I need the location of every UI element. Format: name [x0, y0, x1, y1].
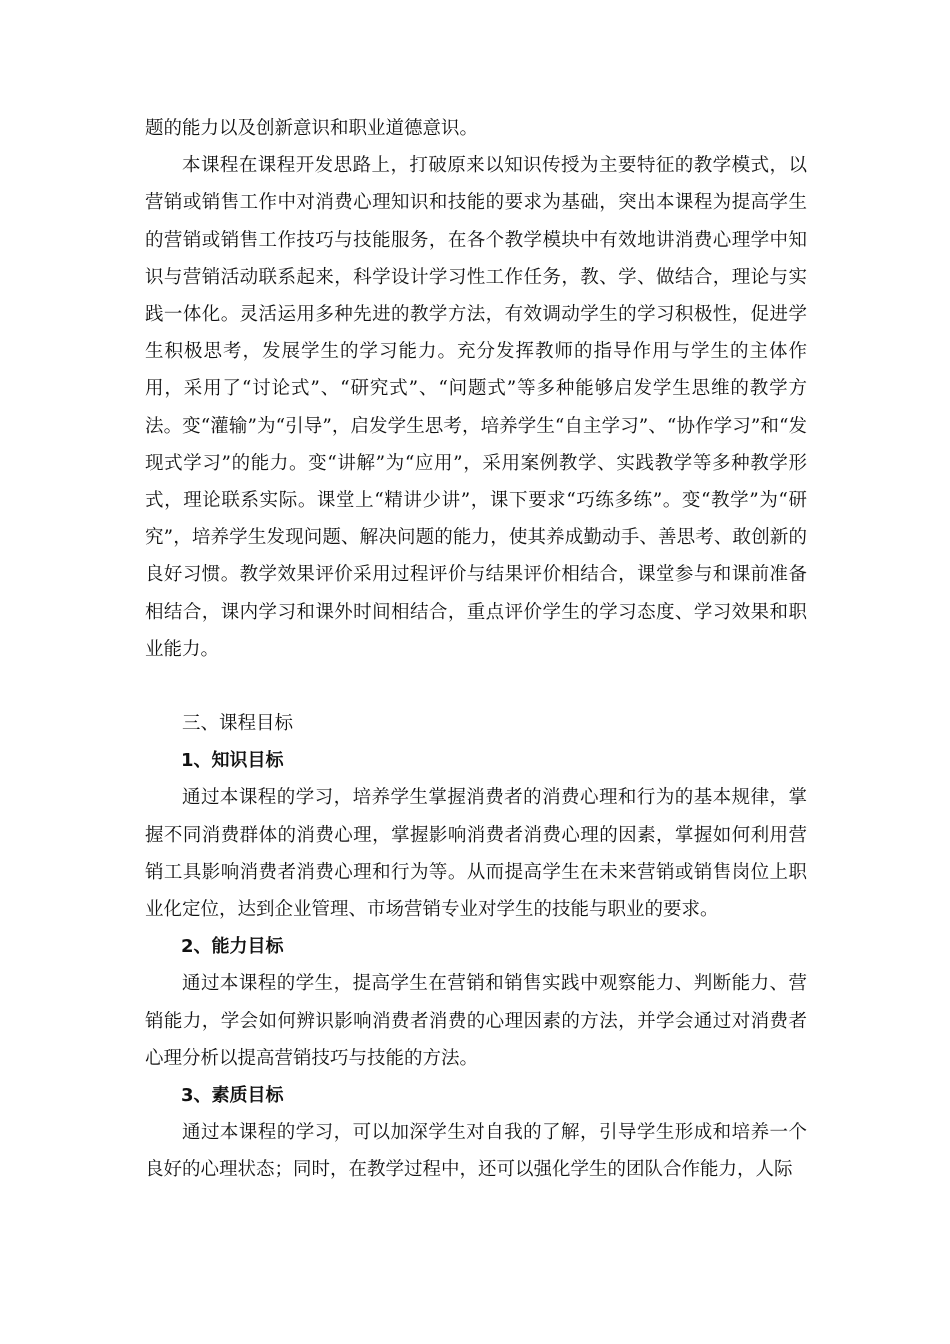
document-page — [145, 110, 807, 1189]
paragraph-quality-goal: 通过本课程的学习，可以加深学生对自我的了解，引导学生形成和培养一个良好的心理状态；同时，在教学过程中，还可以强化学生的团队合作能力，人际 — [145, 1122, 807, 1181]
subheading-quality-goal: 3、素质目标 — [181, 1085, 284, 1107]
section-title-course-goals: 三、课程目标 — [182, 713, 294, 735]
subheading-ability-goal: 2、能力目标 — [181, 936, 284, 958]
paragraph-knowledge-goal: 通过本课程的学习，培养学生掌握消费者的消费心理和行为的基本规律，掌握不同消费群体的消费心理，掌握影响消费者消费心理的因素，掌握如何利用营销工具影响消费者消费心理和行为等。从而提高学生在未来营销或销售岗位上职业化定位，达到企业管理、市场营销专业对学生的技能与职业的要求。 — [145, 787, 807, 921]
paragraph-continued: 题的能力以及创新意识和职业道德意识。 — [145, 118, 479, 139]
paragraph-ability-goal: 通过本课程的学生，提高学生在营销和销售实践中观察能力、判断能力、营销能力，学会如何辨识影响消费者消费的心理因素的方法，并学会通过对消费者心理分析以提高营销技巧与技能的方法。 — [145, 973, 807, 1069]
subheading-knowledge-goal: 1、知识目标 — [181, 750, 284, 772]
paragraph-teaching-method: 本课程在课程开发思路上，打破原来以知识传授为主要特征的教学模式，以营销或销售工作中对消费心理知识和技能的要求为基础，突出本课程为提高学生的营销或销售工作技巧与技能服务，在各个教学模块中有效地讲消费心理学中知识与营销活动联系起来，科学设计学习性工作任务，教、学、做结合，理论与实践一体化。灵活运用多种先进的教学方法，有效调动学生的学习积极性，促进学生积极思考，发展学生的学习能力。充分发挥教师的指导作用与学生的主体作用，采用了“讨论式”、“研究式”、“问题式”等多种能够启发学生思维的教学方法。变“灌输”为“引导”，启发学生思考，培养学生“自主学习”、“协作学习”和“发现式学习”的能力。变“讲解”为“应用”，采用案例教学、实践教学等多种教学形式，理论联系实际。课堂上“精讲少讲”，课下要求“巧练多练”。变“教学”为“研究”，培养学生发现问题、解决问题的能力，使其养成勤动手、善思考、敢创新的良好习惯。教学效果评价采用过程评价与结果评价相结合，课堂参与和课前准备相结合，课内学习和课外时间相结合，重点评价学生的学习态度、学习效果和职业能力。 — [145, 155, 807, 660]
